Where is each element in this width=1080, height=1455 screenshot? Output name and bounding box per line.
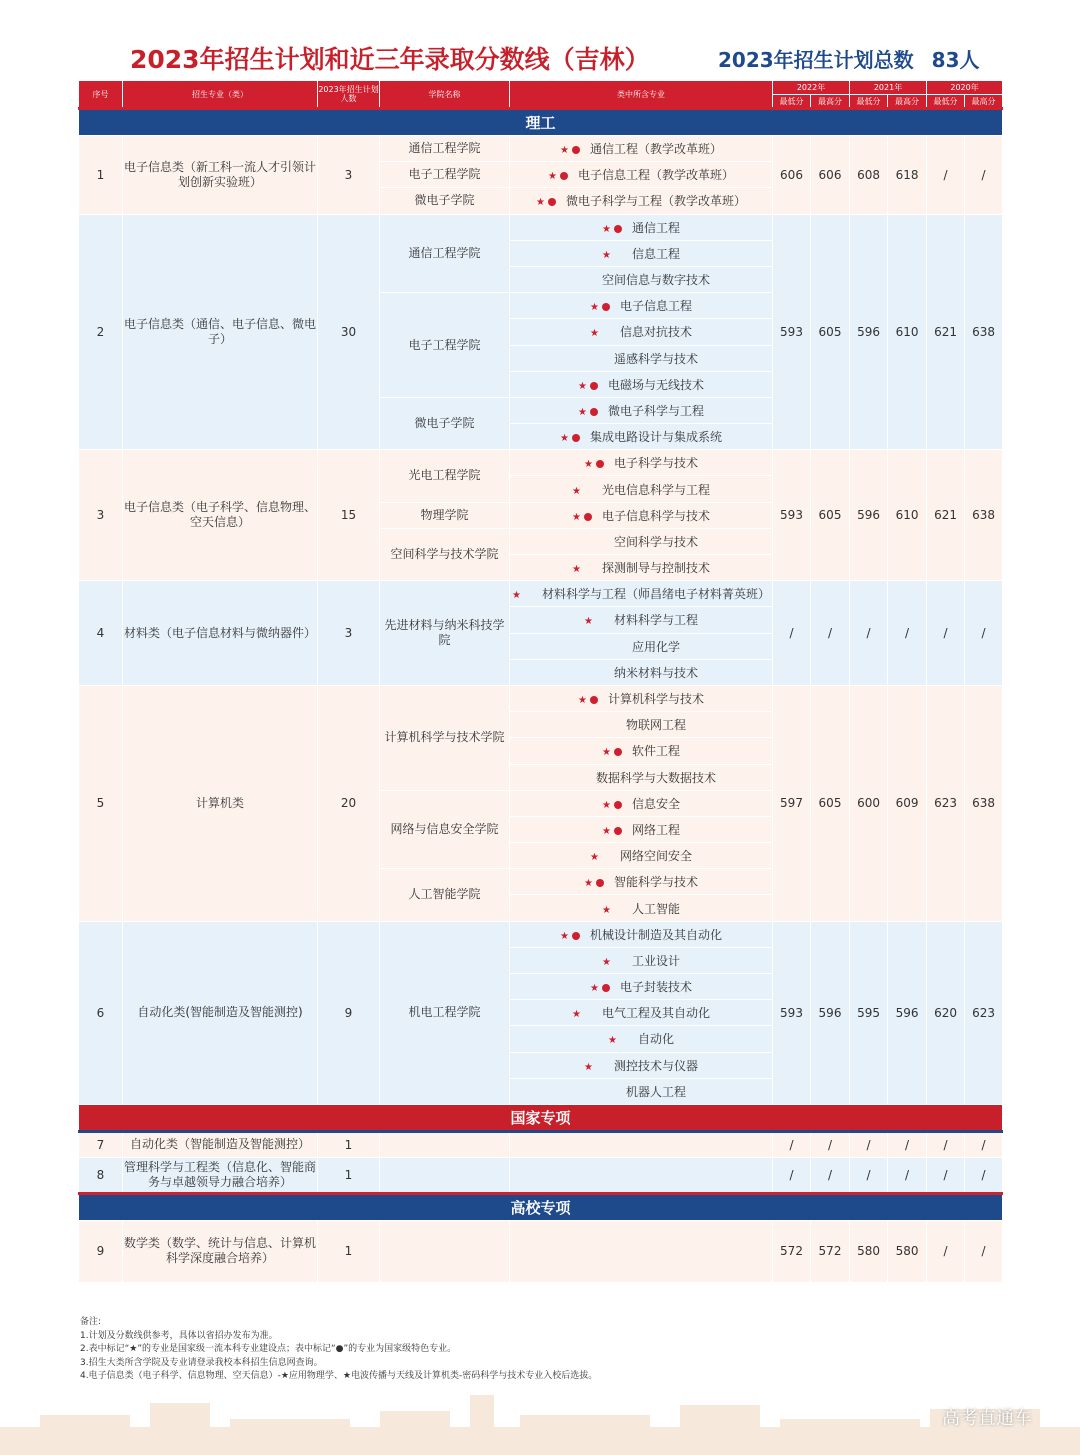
dot-icon bbox=[602, 984, 610, 992]
major-name: 信息工程 bbox=[631, 246, 680, 261]
major-cell bbox=[510, 712, 773, 738]
dot-icon bbox=[572, 932, 580, 940]
star-icon: ★ bbox=[607, 1035, 617, 1047]
college-cell: 先进材料与纳米科技学院 bbox=[380, 581, 510, 686]
score-cell: / bbox=[927, 1131, 965, 1157]
major-marks bbox=[578, 695, 608, 706]
major-marks bbox=[560, 433, 590, 444]
score-cell: 580 bbox=[888, 1220, 927, 1282]
note-line: 3.招生大类所含学院及专业请登录我校本科招生信息网查询。 bbox=[80, 1357, 323, 1368]
score-cell: 600 bbox=[850, 685, 888, 921]
star-icon: ★ bbox=[583, 459, 593, 471]
dot-icon bbox=[614, 801, 622, 809]
dot-icon bbox=[584, 513, 592, 521]
category-cell: 电子信息类（电子科学、信息物理、空天信息） bbox=[123, 450, 318, 581]
major-cell bbox=[510, 214, 773, 240]
header-majors: 类中所含专业 bbox=[510, 81, 773, 109]
score-cell: / bbox=[965, 1157, 1003, 1193]
header-category: 招生专业（类） bbox=[123, 81, 318, 109]
major-marks bbox=[560, 145, 590, 156]
seq-cell: 6 bbox=[79, 921, 123, 1104]
major-name: 电气工程及其自动化 bbox=[601, 1006, 710, 1021]
score-cell: 621 bbox=[927, 450, 965, 581]
table-row bbox=[79, 1220, 1003, 1282]
major-marks bbox=[536, 197, 566, 208]
major-marks bbox=[572, 1009, 602, 1020]
score-cell: 618 bbox=[888, 136, 927, 215]
major-marks bbox=[578, 407, 608, 418]
dot-icon bbox=[560, 172, 568, 180]
star-icon: ★ bbox=[571, 1009, 581, 1021]
score-cell: 580 bbox=[850, 1220, 888, 1282]
major-cell bbox=[510, 1157, 773, 1193]
plan-summary bbox=[718, 44, 980, 73]
seq-cell: 5 bbox=[79, 685, 123, 921]
college-cell: 网络与信息安全学院 bbox=[380, 790, 510, 869]
campus-skyline-illustration bbox=[0, 1385, 1080, 1455]
major-cell bbox=[510, 1052, 773, 1078]
dot-icon bbox=[614, 748, 622, 756]
score-cell: / bbox=[850, 1157, 888, 1193]
score-cell: / bbox=[888, 1131, 927, 1157]
category-cell: 自动化类(智能制造及智能测控) bbox=[123, 921, 318, 1104]
plan-cell: 30 bbox=[318, 214, 380, 450]
dot-icon bbox=[596, 460, 604, 468]
score-cell: / bbox=[965, 581, 1003, 686]
major-name: 空间科学与技术 bbox=[613, 534, 698, 549]
college-cell: 通信工程学院 bbox=[380, 136, 510, 162]
category-cell: 管理科学与工程类（信息化、智能商务与卓越领导力融合培养） bbox=[123, 1157, 318, 1193]
major-marks bbox=[584, 459, 614, 470]
score-cell: / bbox=[965, 136, 1003, 215]
note-line: 备注: bbox=[80, 1317, 102, 1327]
major-marks bbox=[602, 826, 632, 837]
note-line: 1.计划及分数线供参考，具体以省招办发布为准。 bbox=[80, 1330, 278, 1341]
plan-cell: 1 bbox=[318, 1131, 380, 1157]
college-cell: 人工智能学院 bbox=[380, 869, 510, 921]
major-cell bbox=[510, 974, 773, 1000]
score-cell: / bbox=[850, 581, 888, 686]
major-cell bbox=[510, 685, 773, 711]
score-cell: 572 bbox=[773, 1220, 811, 1282]
college-cell: 电子工程学院 bbox=[380, 162, 510, 188]
dot-icon bbox=[596, 879, 604, 887]
dot-icon bbox=[614, 225, 622, 233]
score-cell: / bbox=[927, 1220, 965, 1282]
college-cell: 微电子学院 bbox=[380, 397, 510, 449]
star-icon: ★ bbox=[577, 695, 587, 707]
header-2022: 2022年 bbox=[773, 81, 850, 95]
category-cell: 电子信息类（新工科一流人才引领计划创新实验班） bbox=[123, 136, 318, 215]
major-name: 机械设计制造及其自动化 bbox=[589, 927, 722, 942]
score-cell: / bbox=[927, 581, 965, 686]
major-name: 材料科学与工程（师昌绪电子材料菁英班） bbox=[541, 587, 770, 602]
major-marks bbox=[602, 224, 632, 235]
major-cell bbox=[510, 240, 773, 266]
section-national: 国家专项 bbox=[79, 1104, 1003, 1131]
score-cell: / bbox=[965, 1131, 1003, 1157]
seq-cell: 2 bbox=[79, 214, 123, 450]
major-marks bbox=[602, 250, 632, 261]
major-name: 信息安全 bbox=[631, 796, 680, 811]
score-cell: / bbox=[888, 1157, 927, 1193]
plan-cell: 1 bbox=[318, 1220, 380, 1282]
major-name: 微电子科学与工程 bbox=[607, 403, 704, 418]
dot-icon bbox=[602, 303, 610, 311]
header-college: 学院名称 bbox=[380, 81, 510, 109]
category-cell: 数学类（数学、统计与信息、计算机科学深度融合培养） bbox=[123, 1220, 318, 1282]
star-icon: ★ bbox=[589, 328, 599, 340]
score-cell: / bbox=[773, 581, 811, 686]
score-cell: 593 bbox=[773, 450, 811, 581]
major-cell bbox=[510, 607, 773, 633]
college-cell: 微电子学院 bbox=[380, 188, 510, 214]
score-cell: 621 bbox=[927, 214, 965, 450]
major-cell bbox=[510, 397, 773, 423]
star-icon: ★ bbox=[559, 930, 569, 942]
header-min: 最低分 bbox=[927, 95, 965, 109]
score-cell: 606 bbox=[773, 136, 811, 215]
major-marks bbox=[602, 800, 632, 811]
plan-cell: 1 bbox=[318, 1157, 380, 1193]
major-name: 网络空间安全 bbox=[619, 849, 692, 864]
plan-cell: 3 bbox=[318, 581, 380, 686]
major-name: 应用化学 bbox=[631, 639, 680, 654]
major-name: 工业设计 bbox=[631, 953, 680, 968]
score-cell: 596 bbox=[811, 921, 850, 1104]
score-cell: 610 bbox=[888, 214, 927, 450]
score-cell: 638 bbox=[965, 685, 1003, 921]
major-name: 通信工程（教学改革班） bbox=[589, 142, 722, 157]
major-name: 物联网工程 bbox=[625, 718, 686, 733]
category-cell: 电子信息类（通信、电子信息、微电子） bbox=[123, 214, 318, 450]
major-name: 电子信息科学与技术 bbox=[601, 508, 710, 523]
star-icon: ★ bbox=[535, 197, 545, 209]
table-row bbox=[79, 1157, 1003, 1193]
section-row bbox=[79, 1193, 1003, 1220]
major-marks bbox=[548, 171, 578, 182]
table-row bbox=[79, 450, 1003, 476]
notes bbox=[80, 1316, 597, 1384]
major-marks bbox=[608, 1035, 638, 1046]
major-marks bbox=[584, 1062, 614, 1073]
star-icon: ★ bbox=[589, 983, 599, 995]
dot-icon bbox=[614, 827, 622, 835]
major-name: 通信工程 bbox=[631, 220, 680, 235]
header-min: 最低分 bbox=[773, 95, 811, 109]
dot-icon bbox=[590, 408, 598, 416]
major-marks bbox=[590, 328, 620, 339]
major-cell bbox=[510, 345, 773, 371]
major-name: 集成电路设计与集成系统 bbox=[589, 430, 722, 445]
major-cell bbox=[510, 581, 773, 607]
major-name: 智能科学与技术 bbox=[613, 875, 698, 890]
score-cell: 605 bbox=[811, 450, 850, 581]
major-name: 电子封装技术 bbox=[619, 980, 692, 995]
note-line: 4.电子信息类（电子科学、信息物理、空天信息）-★应用物理学、★电波传播与天线及计算机类-密码科学与技术专业入校后选拔。 bbox=[80, 1371, 598, 1381]
major-marks bbox=[602, 905, 632, 916]
college-cell: 空间科学与技术学院 bbox=[380, 528, 510, 580]
major-name: 电磁场与无线技术 bbox=[607, 377, 704, 392]
seq-cell: 3 bbox=[79, 450, 123, 581]
major-cell bbox=[510, 764, 773, 790]
major-marks bbox=[602, 747, 632, 758]
college-cell: 物理学院 bbox=[380, 502, 510, 528]
major-name: 机器人工程 bbox=[625, 1084, 686, 1099]
table-row bbox=[79, 581, 1003, 607]
seq-cell: 1 bbox=[79, 136, 123, 215]
college-cell bbox=[380, 1131, 510, 1157]
major-marks bbox=[590, 852, 620, 863]
score-cell: 572 bbox=[811, 1220, 850, 1282]
seq-cell: 8 bbox=[79, 1157, 123, 1193]
major-name: 光电信息科学与工程 bbox=[601, 482, 710, 497]
score-cell: 595 bbox=[850, 921, 888, 1104]
score-cell: 605 bbox=[811, 685, 850, 921]
section-science: 理工 bbox=[79, 109, 1003, 136]
major-cell bbox=[510, 1078, 773, 1104]
star-icon: ★ bbox=[601, 825, 611, 837]
star-icon: ★ bbox=[511, 590, 521, 602]
major-name: 纳米材料与技术 bbox=[613, 665, 698, 680]
major-cell bbox=[510, 895, 773, 921]
college-cell: 通信工程学院 bbox=[380, 214, 510, 293]
score-cell: / bbox=[773, 1157, 811, 1193]
section-row bbox=[79, 1104, 1003, 1131]
header-seq: 序号 bbox=[79, 81, 123, 109]
star-icon: ★ bbox=[601, 956, 611, 968]
score-cell: 609 bbox=[888, 685, 927, 921]
score-cell: / bbox=[965, 1220, 1003, 1282]
college-cell: 计算机科学与技术学院 bbox=[380, 685, 510, 790]
major-marks bbox=[590, 302, 620, 313]
score-cell: / bbox=[888, 581, 927, 686]
star-icon: ★ bbox=[577, 406, 587, 418]
dot-icon bbox=[590, 382, 598, 390]
major-marks bbox=[584, 616, 614, 627]
table-row bbox=[79, 921, 1003, 947]
score-cell: 638 bbox=[965, 214, 1003, 450]
major-cell bbox=[510, 1220, 773, 1282]
major-cell bbox=[510, 816, 773, 842]
admission-table bbox=[78, 80, 1003, 1283]
star-icon: ★ bbox=[559, 433, 569, 445]
score-cell: 597 bbox=[773, 685, 811, 921]
header-max: 最高分 bbox=[811, 95, 850, 109]
major-cell bbox=[510, 1026, 773, 1052]
category-cell: 自动化类（智能制造及智能测控） bbox=[123, 1131, 318, 1157]
college-cell bbox=[380, 1220, 510, 1282]
star-icon: ★ bbox=[589, 302, 599, 314]
major-cell bbox=[510, 843, 773, 869]
star-icon: ★ bbox=[601, 747, 611, 759]
table-row bbox=[79, 214, 1003, 240]
major-cell bbox=[510, 502, 773, 528]
score-cell: / bbox=[811, 581, 850, 686]
score-cell: / bbox=[811, 1157, 850, 1193]
score-cell: 593 bbox=[773, 921, 811, 1104]
major-name: 探测制导与控制技术 bbox=[601, 561, 710, 576]
major-name: 遥感科学与技术 bbox=[613, 351, 698, 366]
score-cell: 610 bbox=[888, 450, 927, 581]
score-cell: 608 bbox=[850, 136, 888, 215]
major-cell bbox=[510, 921, 773, 947]
header-max: 最高分 bbox=[888, 95, 927, 109]
major-marks bbox=[578, 381, 608, 392]
star-icon: ★ bbox=[559, 145, 569, 157]
major-cell bbox=[510, 162, 773, 188]
plan-cell: 3 bbox=[318, 136, 380, 215]
major-marks bbox=[560, 931, 590, 942]
major-name: 计算机科学与技术 bbox=[607, 692, 704, 707]
college-cell: 光电工程学院 bbox=[380, 450, 510, 502]
major-name: 测控技术与仪器 bbox=[613, 1058, 698, 1073]
star-icon: ★ bbox=[547, 171, 557, 183]
score-cell: 593 bbox=[773, 214, 811, 450]
score-cell: / bbox=[927, 1157, 965, 1193]
page-title: 2023年招生计划和近三年录取分数线（吉林） bbox=[130, 45, 650, 74]
major-name: 电子科学与技术 bbox=[613, 456, 698, 471]
seq-cell: 9 bbox=[79, 1220, 123, 1282]
star-icon: ★ bbox=[601, 249, 611, 261]
header-2021: 2021年 bbox=[850, 81, 927, 95]
major-cell bbox=[510, 738, 773, 764]
major-marks bbox=[590, 983, 620, 994]
major-name: 软件工程 bbox=[631, 744, 680, 759]
score-cell: 596 bbox=[850, 450, 888, 581]
major-cell bbox=[510, 790, 773, 816]
major-cell bbox=[510, 947, 773, 973]
seq-cell: 7 bbox=[79, 1131, 123, 1157]
major-name: 空间信息与数字技术 bbox=[601, 273, 710, 288]
header-plan: 2023年招生计划人数 bbox=[318, 81, 380, 109]
major-marks bbox=[512, 590, 542, 601]
major-cell bbox=[510, 869, 773, 895]
college-cell: 电子工程学院 bbox=[380, 293, 510, 398]
header-max: 最高分 bbox=[965, 95, 1003, 109]
score-cell: 606 bbox=[811, 136, 850, 215]
header-min: 最低分 bbox=[850, 95, 888, 109]
college-cell bbox=[380, 1157, 510, 1193]
major-cell bbox=[510, 476, 773, 502]
plan-cell: 9 bbox=[318, 921, 380, 1104]
dot-icon bbox=[548, 198, 556, 206]
major-name: 电子信息工程（教学改革班） bbox=[577, 168, 734, 183]
major-cell bbox=[510, 136, 773, 162]
major-cell bbox=[510, 188, 773, 214]
major-cell bbox=[510, 555, 773, 581]
major-marks bbox=[602, 957, 632, 968]
table-row bbox=[79, 685, 1003, 711]
star-icon: ★ bbox=[583, 878, 593, 890]
score-cell: / bbox=[811, 1131, 850, 1157]
major-marks bbox=[572, 486, 602, 497]
major-cell bbox=[510, 633, 773, 659]
star-icon: ★ bbox=[589, 852, 599, 864]
summary-count: 83人 bbox=[931, 48, 980, 72]
major-cell bbox=[510, 319, 773, 345]
header-2020: 2020年 bbox=[927, 81, 1003, 95]
major-marks bbox=[572, 512, 602, 523]
plan-cell: 15 bbox=[318, 450, 380, 581]
score-cell: 620 bbox=[927, 921, 965, 1104]
dot-icon bbox=[572, 434, 580, 442]
summary-label: 2023年招生计划总数 bbox=[718, 48, 914, 72]
star-icon: ★ bbox=[601, 904, 611, 916]
major-name: 微电子科学与工程（教学改革班） bbox=[565, 194, 746, 209]
seq-cell: 4 bbox=[79, 581, 123, 686]
plan-cell: 20 bbox=[318, 685, 380, 921]
section-school: 高校专项 bbox=[79, 1193, 1003, 1220]
star-icon: ★ bbox=[583, 616, 593, 628]
major-cell bbox=[510, 293, 773, 319]
major-name: 网络工程 bbox=[631, 822, 680, 837]
major-marks bbox=[584, 878, 614, 889]
watermark: 高考直通车 bbox=[942, 1408, 1032, 1429]
score-cell: / bbox=[850, 1131, 888, 1157]
score-cell: 605 bbox=[811, 214, 850, 450]
star-icon: ★ bbox=[577, 380, 587, 392]
major-cell bbox=[510, 528, 773, 554]
score-cell: / bbox=[927, 136, 965, 215]
major-cell bbox=[510, 1131, 773, 1157]
major-name: 材料科学与工程 bbox=[613, 613, 698, 628]
star-icon: ★ bbox=[601, 799, 611, 811]
category-cell: 材料类（电子信息材料与微纳器件） bbox=[123, 581, 318, 686]
major-cell bbox=[510, 371, 773, 397]
major-cell bbox=[510, 450, 773, 476]
major-name: 电子信息工程 bbox=[619, 299, 692, 314]
score-cell: 623 bbox=[965, 921, 1003, 1104]
score-cell: 638 bbox=[965, 450, 1003, 581]
star-icon: ★ bbox=[583, 1061, 593, 1073]
note-line: 2.表中标记“★”的专业是国家级一流本科专业建设点；表中标记“●”的专业为国家级特色专业。 bbox=[80, 1344, 457, 1354]
score-cell: 623 bbox=[927, 685, 965, 921]
star-icon: ★ bbox=[571, 485, 581, 497]
major-name: 信息对抗技术 bbox=[619, 325, 692, 340]
dot-icon bbox=[590, 696, 598, 704]
major-cell bbox=[510, 1000, 773, 1026]
table-row bbox=[79, 136, 1003, 162]
star-icon: ★ bbox=[571, 511, 581, 523]
star-icon: ★ bbox=[601, 223, 611, 235]
score-cell: / bbox=[773, 1131, 811, 1157]
major-marks bbox=[572, 564, 602, 575]
major-name: 人工智能 bbox=[631, 901, 680, 916]
score-cell: 596 bbox=[888, 921, 927, 1104]
major-cell bbox=[510, 659, 773, 685]
major-cell bbox=[510, 266, 773, 292]
major-cell bbox=[510, 424, 773, 450]
dot-icon bbox=[572, 146, 580, 154]
major-name: 数据科学与大数据技术 bbox=[595, 770, 716, 785]
college-cell: 机电工程学院 bbox=[380, 921, 510, 1104]
major-name: 自动化 bbox=[637, 1032, 674, 1047]
score-cell: 596 bbox=[850, 214, 888, 450]
table-row bbox=[79, 1131, 1003, 1157]
star-icon: ★ bbox=[571, 564, 581, 576]
category-cell: 计算机类 bbox=[123, 685, 318, 921]
